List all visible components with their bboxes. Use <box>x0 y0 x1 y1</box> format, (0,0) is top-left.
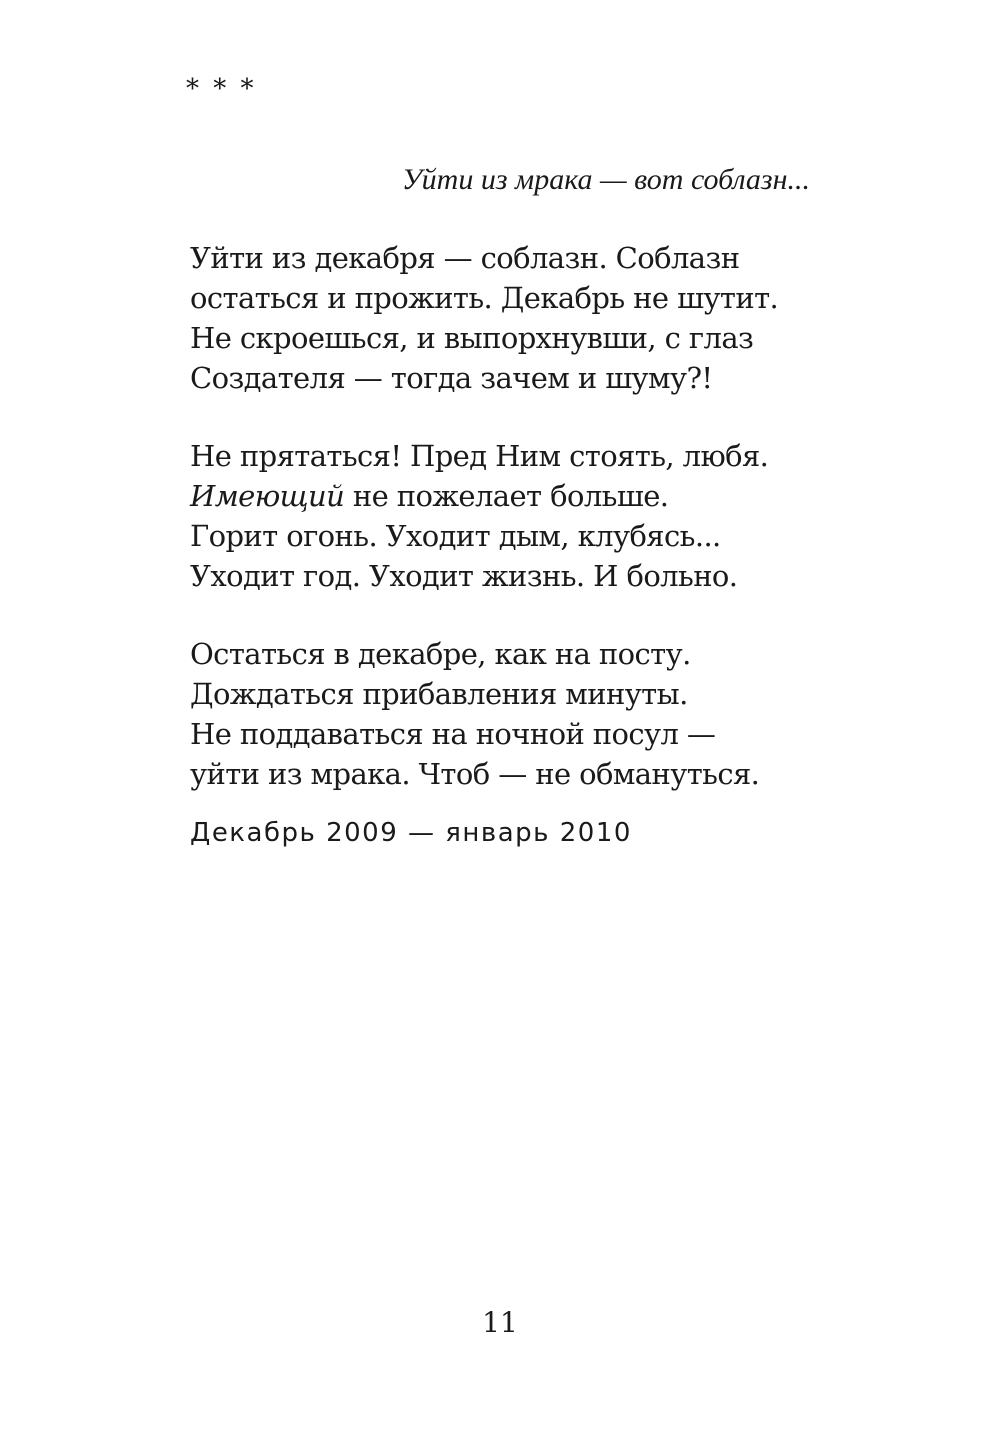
poem-date: Декабрь 2009 — январь 2010 <box>190 818 632 848</box>
epigraph: Уйти из мрака — вот соблазн... <box>401 163 810 196</box>
stanza-1 <box>190 238 810 398</box>
poem-line: Не поддаваться на ночной посул — <box>190 717 716 751</box>
poem-line: Остаться в декабре, как на посту. <box>190 637 691 671</box>
section-separator: * * * <box>186 74 257 104</box>
poem-line: Не прятаться! Пред Ним стоять, любя. <box>190 439 769 473</box>
poem-line <box>190 476 810 516</box>
italic-word: Имеющий <box>190 479 345 513</box>
poem-line: уйти из мрака. Чтоб — не обмануться. <box>190 757 760 791</box>
poem-line: остаться и прожить. Декабрь не шутит. <box>190 281 779 315</box>
poem-line: Не скроешься, и выпорхнувши, с глаз <box>190 321 754 355</box>
page-number: 11 <box>482 1306 518 1339</box>
poem-body <box>190 238 810 832</box>
stanza-3 <box>190 634 810 794</box>
line-rest: не пожелает больше. <box>344 479 669 513</box>
stanza-2 <box>190 436 810 596</box>
poem-line: Уйти из декабря — соблазн. Соблазн <box>190 241 740 275</box>
poem-line: Дождаться прибавления минуты. <box>190 677 688 711</box>
poem-line: Создателя — тогда зачем и шуму?! <box>190 361 713 395</box>
poem-line: Уходит год. Уходит жизнь. И больно. <box>190 559 738 593</box>
poem-line: Горит огонь. Уходит дым, клубясь... <box>190 519 721 553</box>
